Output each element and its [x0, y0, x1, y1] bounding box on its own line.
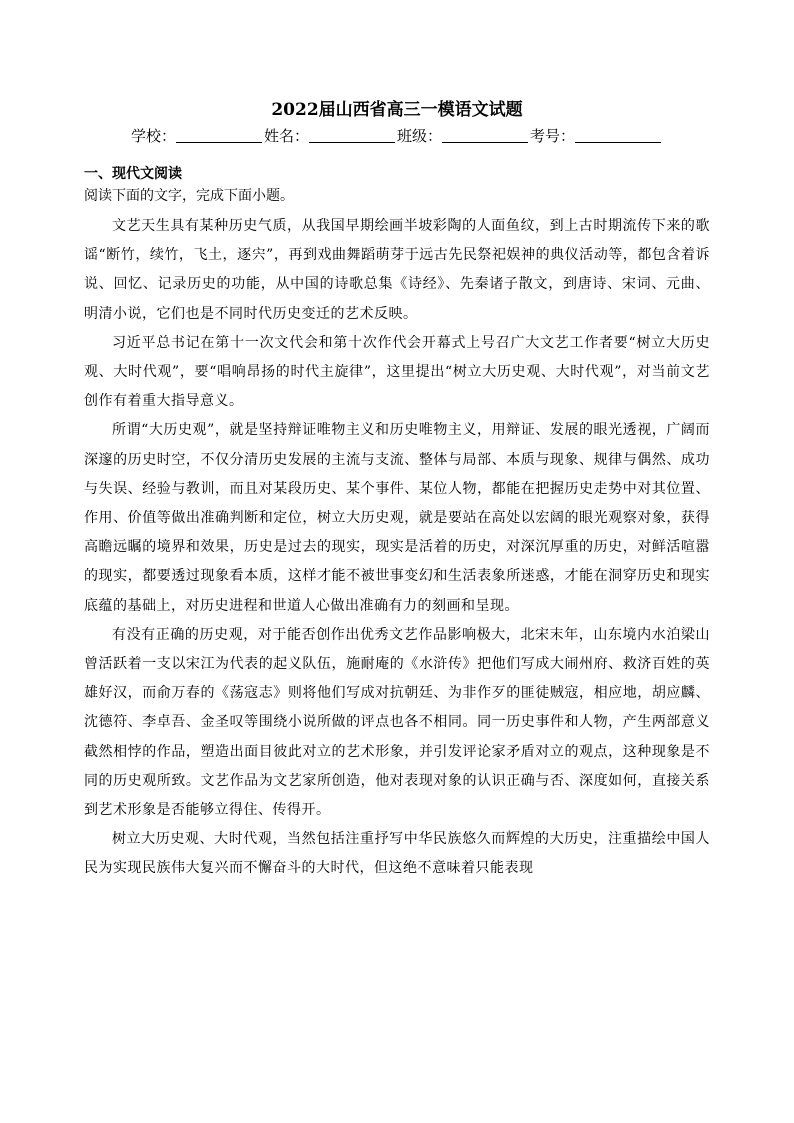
paragraph-2: 习近平总书记在第十一次文代会和第十次作代会开幕式上号召广大文艺工作者要“树立大历史观、大时代观”，要“唱响昂扬的时代主旋律”，这里提出“树立大历史观、大时代观”，对当前文艺创作有着重大指导意义。	[84, 334, 710, 410]
paragraph-4: 有没有正确的历史观，对于能否创作出优秀文艺作品影响极大，北宋末年，山东境内水泊梁山曾活跃着一支以宋江为代表的起义队伍，施耐庵的《水浒传》把他们写成大闹州府、救济百姓的英雄好汉，而俞万春的《荡寇志》则将他们写成对抗朝廷、为非作歹的匪徒贼寇，相应地，胡应麟、沈德符、李卓吾、金圣叹等围绕小说所做的评点也各不相同。同一历史事件和人物，产生两部意义截然相悖的作品，塑造出面目彼此对立的艺术形象，并引发评论家矛盾对立的观点，这种现象是不同的历史观所致。文艺作品为文艺家所创造，他对表现对象的认识正确与否、深度如何，直接关系到艺术形象是否能够立得住、传得开。	[84, 626, 710, 819]
exam-number-blank	[575, 125, 661, 143]
section-heading: 一、现代文阅读	[84, 166, 182, 182]
class-label: 班级：	[397, 127, 443, 145]
student-info-line	[0, 124, 794, 148]
reading-instruction: 阅读下面的文字，完成下面小题。	[84, 188, 294, 204]
class-blank	[442, 125, 528, 143]
name-blank	[309, 125, 395, 143]
paragraph-3: 所谓“大历史观”，就是坚持辩证唯物主义和历史唯物主义，用辩证、发展的眼光透视，广阔而深邃的历史时空，不仅分清历史发展的主流与支流、整体与局部、本质与现象、规律与偶然、成功与失误、经验与教训，而且对某段历史、某个事件、某位人物，都能在把握历史走势中对其位置、作用、价值等做出准确判断和定位，树立大历史观，就是要站在高处以宏阔的眼光观察对象，获得高瞻远瞩的境界和效果，历史是过去的现实，现实是活着的历史，对深沉厚重的历史，对鲜活喧嚣的现实，都要透过现象看本质，这样才能不被世事变幻和生活表象所迷惑，才能在洞穿历史和现实底蕴的基础上，对历史进程和世道人心做出准确有力的刻画和呈现。	[84, 422, 710, 614]
paragraph-5: 树立大历史观、大时代观，当然包括注重抒写中华民族悠久而辉煌的大历史，注重描绘中国人民为实现民族伟大复兴而不懈奋斗的大时代，但这绝不意味着只能表现	[84, 831, 710, 877]
school-blank	[176, 125, 262, 143]
page-title: 2022届山西省高三一模语文试题	[271, 100, 523, 120]
school-label: 学校：	[130, 127, 176, 145]
name-label: 姓名：	[263, 127, 309, 145]
passage-body	[84, 212, 710, 884]
exam-number-label: 考号：	[530, 127, 576, 145]
paragraph-1: 文艺天生具有某种历史气质，从我国早期绘画半坡彩陶的人面鱼纹，到上古时期流传下来的歌谣“断竹，续竹，飞土，逐宍”，再到戏曲舞蹈萌芽于远古先民祭祀娱神的典仪活动等，都包含着诉说、回忆、记录历史的功能，从中国的诗歌总集《诗经》、先秦诸子散文，到唐诗、宋词、元曲、明清小说，它们也是不同时代历史变迁的艺术反映。	[84, 218, 710, 322]
